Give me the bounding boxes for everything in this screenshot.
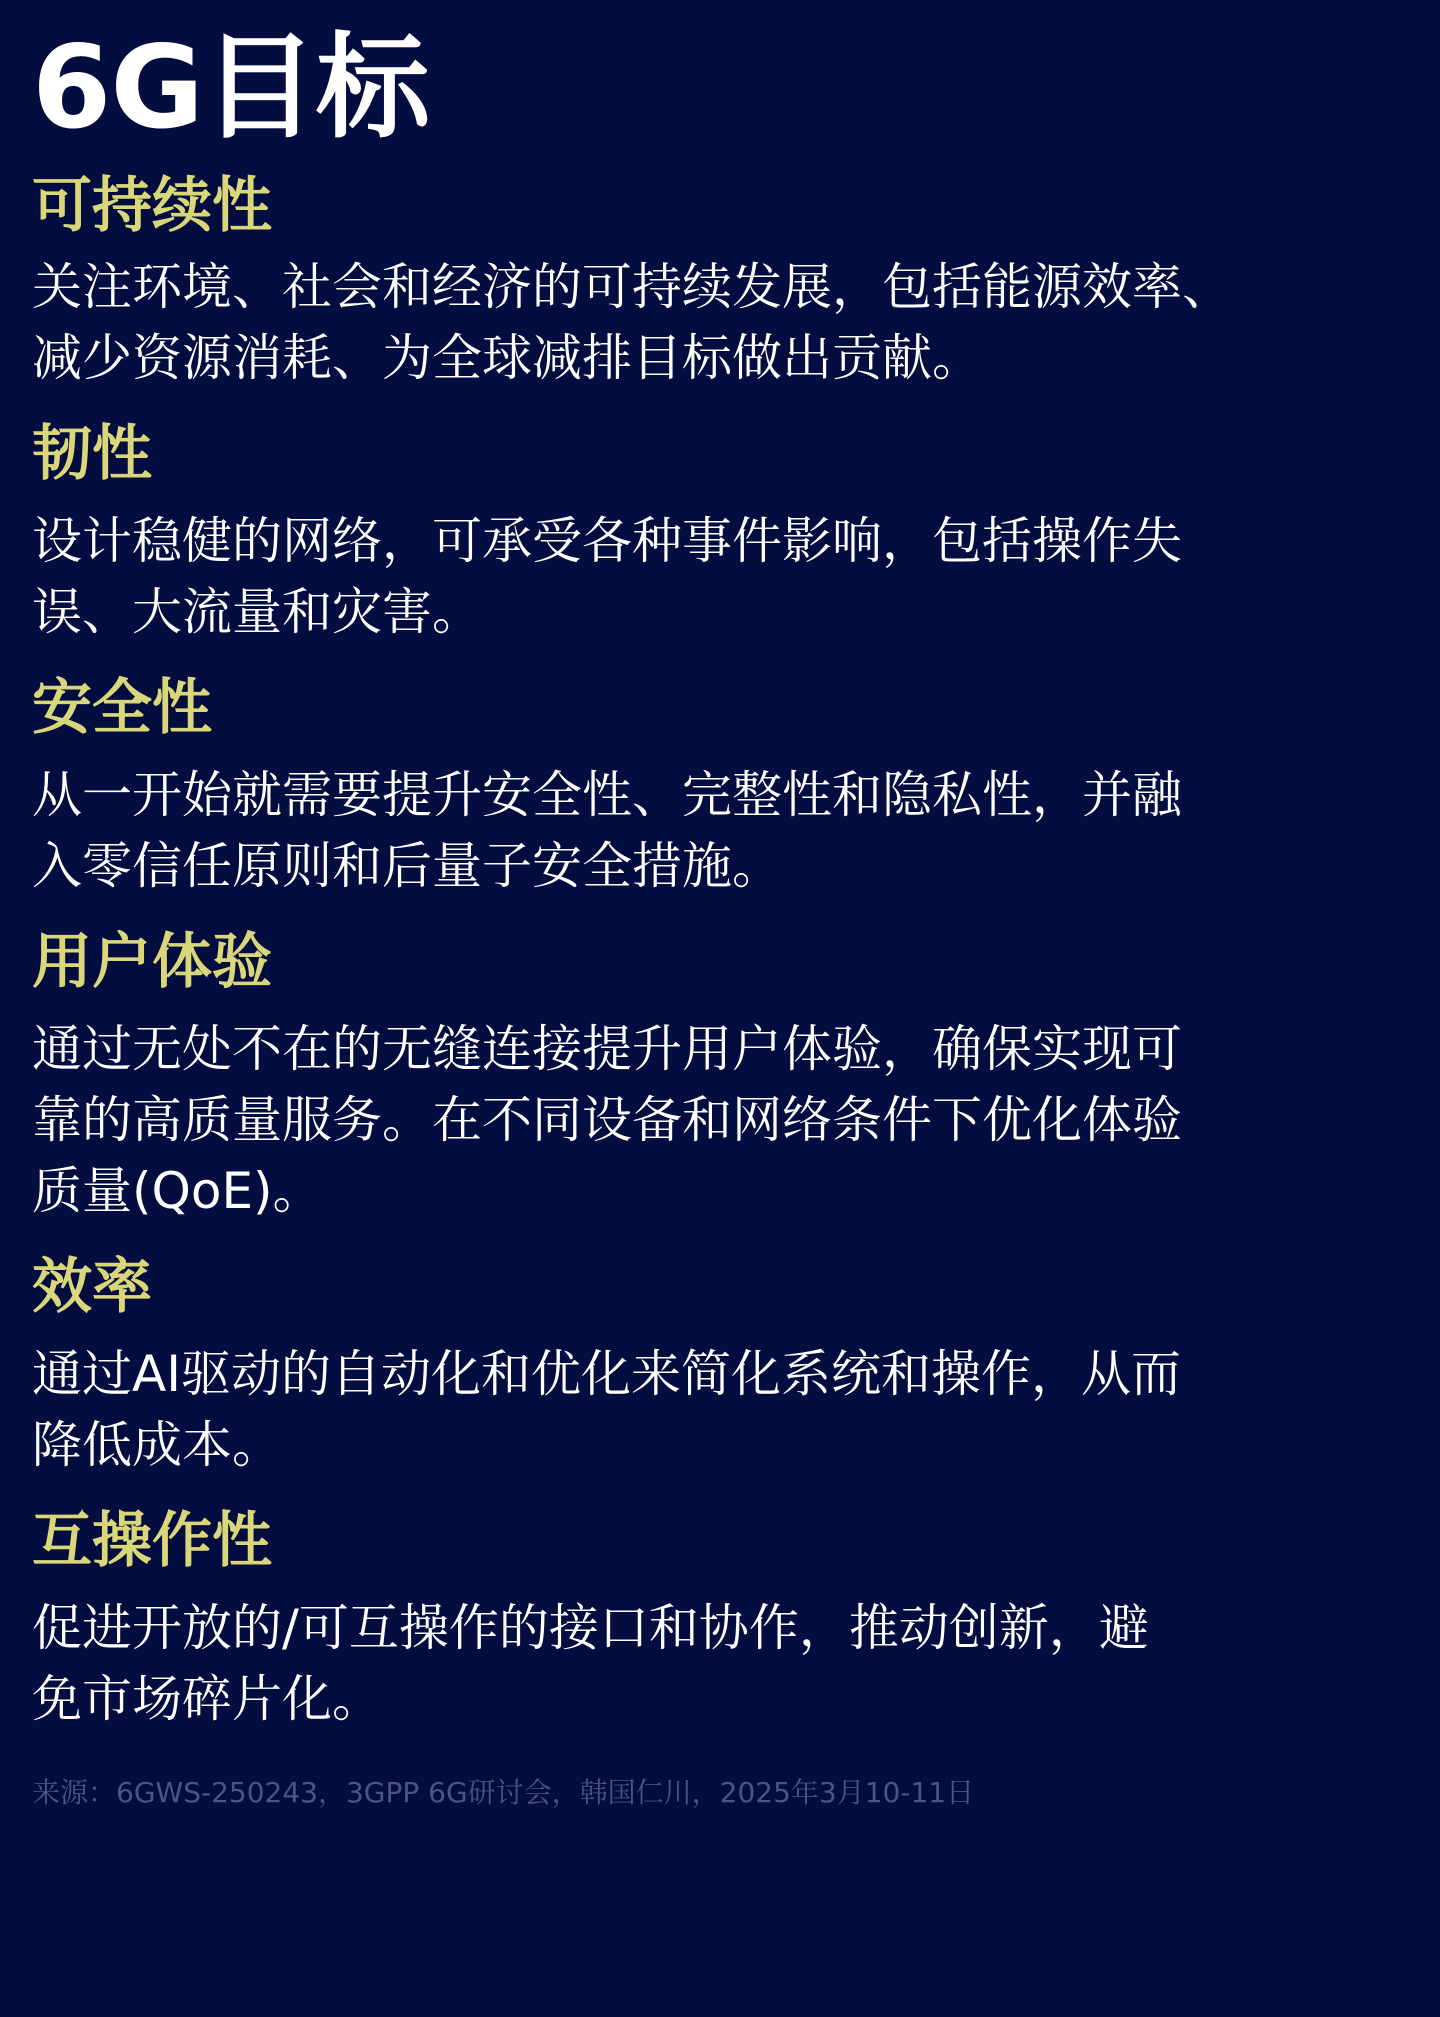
section-body: 通过无处不在的无缝连接提升用户体验，确保实现可 靠的高质量服务。在不同设备和网络条件下优化体验 质量(QoE)。 — [32, 1020, 1182, 1220]
goal-sustainability — [32, 170, 1408, 394]
goal-user-experience — [32, 926, 1408, 1227]
goal-resilience — [32, 418, 1408, 648]
section-heading: 韧性 — [32, 419, 152, 489]
section-heading: 互操作性 — [32, 1506, 272, 1576]
page-title: 6G目标 — [32, 21, 429, 154]
section-heading: 安全性 — [32, 673, 212, 743]
section-heading: 可持续性 — [32, 171, 272, 241]
section-heading: 效率 — [32, 1252, 152, 1322]
section-body: 关注环境、社会和经济的可持续发展，包括能源效率、 减少资源消耗、为全球减排目标做出贡献。 — [32, 258, 1232, 387]
goal-interoperability — [32, 1505, 1408, 1735]
goal-efficiency — [32, 1251, 1408, 1481]
section-body: 促进开放的/可互操作的接口和协作，推动创新，避 免市场碎片化。 — [32, 1599, 1149, 1728]
section-body: 从一开始就需要提升安全性、完整性和隐私性，并融 入零信任原则和后量子安全措施。 — [32, 766, 1182, 895]
section-body: 设计稳健的网络，可承受各种事件影响，包括操作失 误、大流量和灾害。 — [32, 512, 1182, 641]
goal-security — [32, 672, 1408, 902]
section-heading: 用户体验 — [32, 927, 272, 997]
source-citation: 来源：6GWS-250243，3GPP 6G研讨会，韩国仁川，2025年3月10-11日 — [32, 1776, 975, 1809]
section-body: 通过AI驱动的自动化和优化来简化系统和操作，从而 降低成本。 — [32, 1345, 1181, 1474]
goals-list — [32, 170, 1408, 1735]
